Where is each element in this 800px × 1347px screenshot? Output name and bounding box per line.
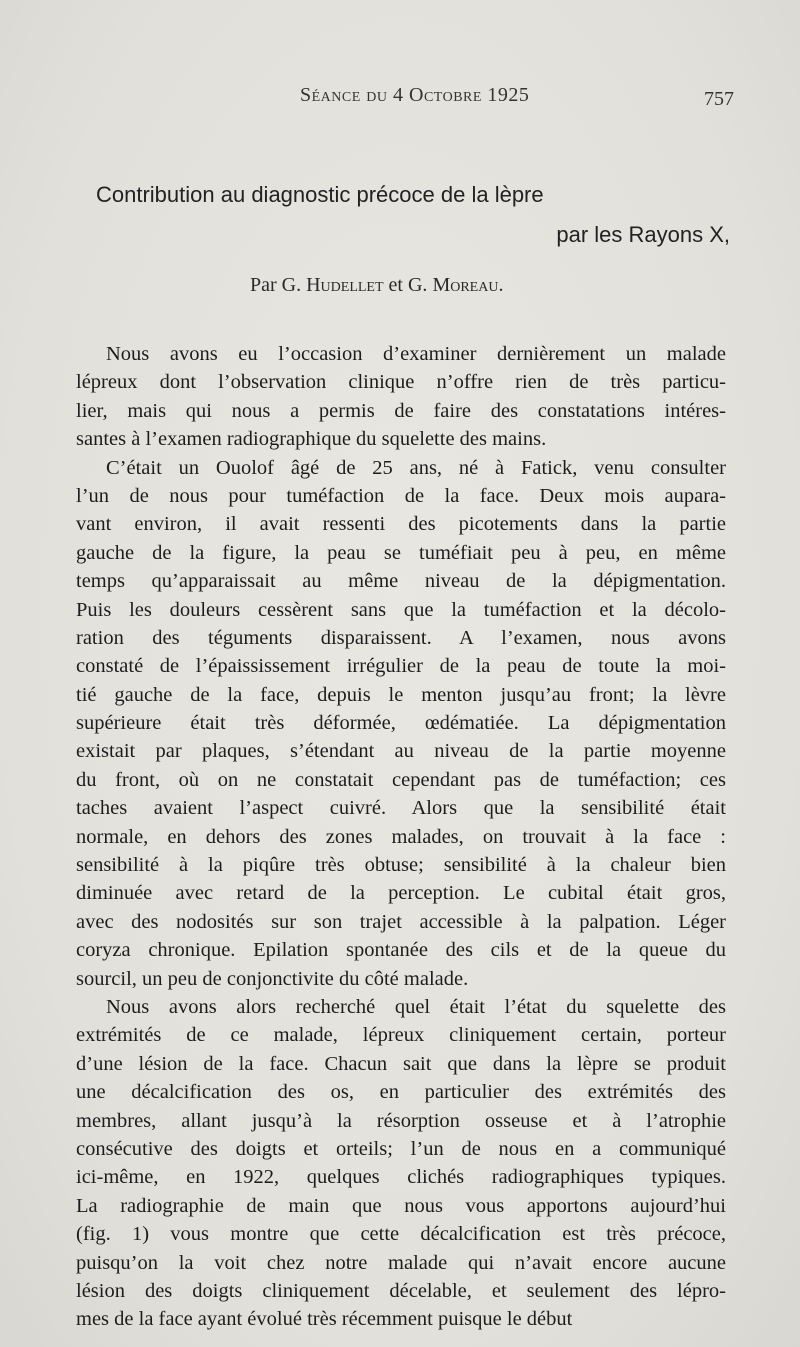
body-line: temps qu’apparaissait au même niveau de la dépigmentation. [76,570,726,593]
body-line: constaté de l’épaississement irrégulier de la peau de toute la moi- [76,655,726,678]
body-line: Nous avons eu l’occasion d’examiner dernièrement un malade [106,343,726,365]
body-line: taches avaient l’aspect cuivré. Alors que la sensibilité était [76,797,726,820]
page-number: 757 [704,88,734,110]
body-line: gauche de la figure, la peau se tuméfiait peu à peu, en même [76,541,726,564]
body-line: sensibilité à la piqûre très obtuse; sensibilité à la chaleur bien [76,854,726,877]
body-line: du front, où on ne constatait cependant pas de tuméfaction; ces [76,768,726,791]
body-line: consécutive des doigts et orteils; l’un de nous en a communiqué [76,1137,726,1160]
byline-conjunction: et G. [388,274,428,296]
body-line: tié gauche de la face, depuis le menton jusqu’au front; la lèvre [76,683,726,706]
body-line: santes à l’examen radiographique du squelette des mains. [76,428,547,451]
byline [250,274,503,297]
body-line: supérieure était très déformée, œdématiée. La dépigmentation [76,712,726,735]
body-line: lier, mais qui nous a permis de faire des constatations intéres- [76,399,726,422]
body-line: une décalcification des os, en particulier des extrémités des [76,1081,726,1104]
body-line: existait par plaques, s’étendant au niveau de la partie moyenne [76,740,726,763]
article-title-line-1: Contribution au diagnostic précoce de la lèpre [96,182,544,207]
body-line: diminuée avec retard de la perception. Le cubital était gros, [76,882,726,905]
byline-prefix: Par G. [250,274,302,296]
body-line: extrémités de ce malade, lépreux cliniquement certain, porteur [76,1024,726,1047]
body-line: sourcil, un peu de conjonctivite du côté malade. [76,967,469,990]
body-line: Nous avons alors recherché quel était l’état du squelette des [106,995,726,1018]
body-line: membres, allant jusqu’à la résorption osseuse et à l’atrophie [76,1109,726,1132]
body-line: puisqu’on la voit chez notre malade qui n’avait encore aucune [76,1251,726,1274]
body-line: (fig. 1) vous montre que cette décalcification est très précoce, [76,1223,726,1246]
author-1: Hudellet [306,274,384,296]
body-line: d’une lésion de la face. Chacun sait que dans la lèpre se produit [76,1052,726,1075]
body-line: avec des nodosités sur son trajet accessible à la palpation. Léger [76,910,726,933]
body-line: l’un de nous pour tuméfaction de la face. Deux mois aupara- [76,484,726,507]
body-line: normale, en dehors des zones malades, on trouvait à la face : [76,825,726,848]
body-line: C’était un Ouolof âgé de 25 ans, né à Fatick, venu consulter [106,456,726,479]
body-text [76,340,726,1334]
body-line: Puis les douleurs cessèrent sans que la tuméfaction et la décolo- [76,598,726,621]
body-line: coryza chronique. Epilation spontanée des cils et de la queue du [76,939,726,962]
running-head: Séance du 4 Octobre 1925 [300,84,530,106]
body-line: ici-même, en 1922, quelques clichés radiographiques typiques. [76,1166,726,1189]
body-line: mes de la face ayant évolué très récemment puisque le début [76,1308,573,1331]
body-line: La radiographie de main que nous vous apportons aujourd’hui [76,1194,726,1217]
author-2: Moreau. [432,274,504,296]
article-title-line-2: par les Rayons X, [556,222,730,247]
body-line: vant environ, il avait ressenti des picotements dans la partie [76,513,726,536]
body-line: ration des téguments disparaissent. A l’examen, nous avons [76,626,726,649]
body-line: lépreux dont l’observation clinique n’offre rien de très particu- [76,371,726,394]
body-line: lésion des doigts cliniquement décelable, et seulement des lépro- [76,1279,726,1302]
